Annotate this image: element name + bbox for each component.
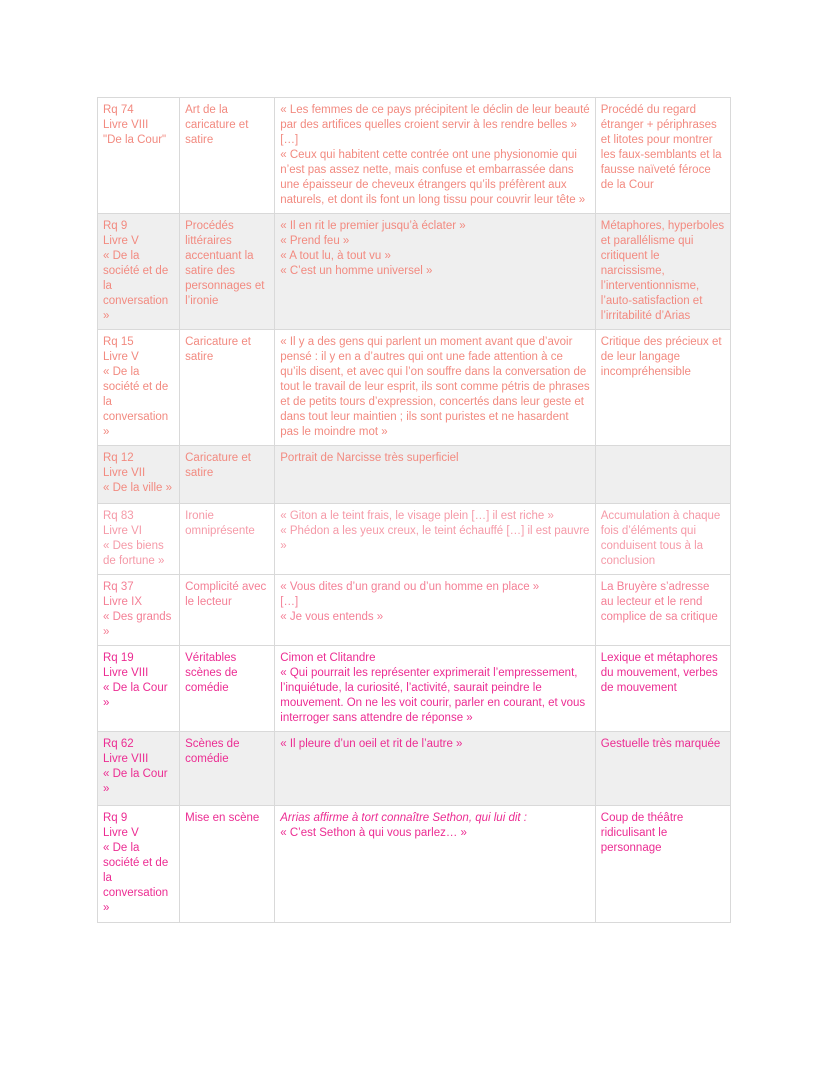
analyse-cell: Critique des précieux et de leur langage incompréhensible [595, 330, 730, 446]
reference-cell: Rq 12 Livre VII « De la ville » [98, 446, 180, 504]
table-row [98, 504, 731, 575]
citation-cell: Arrias affirme à tort connaître Sethon, qui lui dit : « C’est Sethon à qui vous parlez… » [275, 806, 596, 923]
procede-cell: Scènes de comédie [180, 732, 275, 806]
analyse-cell: Lexique et métaphores du mouvement, verbes de mouvement [595, 646, 730, 732]
procede-cell: Ironie omniprésente [180, 504, 275, 575]
citation-cell: « Giton a le teint frais, le visage plein […] il est riche » « Phédon a les yeux creux, le teint échauffé […] il est pauvre » [275, 504, 596, 575]
analyse-cell: Gestuelle très marquée [595, 732, 730, 806]
citation-cell: « Il en rit le premier jusqu’à éclater » « Prend feu » « A tout lu, à tout vu » « C’est un homme universel » [275, 214, 596, 330]
citation-cell: « Vous dites d’un grand ou d’un homme en place » […] « Je vous entends » [275, 575, 596, 646]
table-row [98, 646, 731, 732]
citation-cell: Cimon et Clitandre « Qui pourrait les représenter exprimerait l’empressement, l’inquiétude, la curiosité, l’activité, saurait peindre le mouvement. On ne les voit courir, parler en courant, et vous interroger sans attendre de réponse » [275, 646, 596, 732]
citation-cell: « Il y a des gens qui parlent un moment avant que d’avoir pensé : il y en a d’autres qui ont une fade attention à ce qu’ils disent, et avec qui l’on souffre dans la conversation de tout le travail de leur esprit, ils sont comme pétris de phrases et de petits tours d’expression, concertés dans leur geste et dans tout leur maintien ; ils sont puristes et ne hasardent pas le moindre mot » [275, 330, 596, 446]
reference-cell: Rq 15 Livre V « De la société et de la conversation » [98, 330, 180, 446]
reference-cell: Rq 37 Livre IX « Des grands » [98, 575, 180, 646]
remarks-table [97, 97, 731, 923]
reference-cell: Rq 9 Livre V « De la société et de la conversation » [98, 806, 180, 923]
table-row [98, 98, 731, 214]
reference-cell: Rq 19 Livre VIII « De la Cour » [98, 646, 180, 732]
analyse-cell: Procédé du regard étranger + périphrases et litotes pour montrer les faux-semblants et la fausse naïveté féroce de la Cour [595, 98, 730, 214]
reference-cell: Rq 9 Livre V « De la société et de la conversation » [98, 214, 180, 330]
procede-cell: Caricature et satire [180, 446, 275, 504]
procede-cell: Mise en scène [180, 806, 275, 923]
reference-cell: Rq 62 Livre VIII « De la Cour » [98, 732, 180, 806]
analyse-cell: Métaphores, hyperboles et parallélisme qui critiquent le narcissisme, l’interventionnisme, l’auto-satisfaction et l’irritabilité d’Arias [595, 214, 730, 330]
citation-cell: « Il pleure d’un oeil et rit de l’autre » [275, 732, 596, 806]
table-row [98, 214, 731, 330]
citation-cell: « Les femmes de ce pays précipitent le déclin de leur beauté par des artifices quelles croient servir à les rendre belles » […] « Ceux qui habitent cette contrée ont une physionomie qui n’est pas assez nette, mais confuse et embarrassée dans une épaisseur de cheveux étrangers qu’ils préfèrent aux naturels, et dont ils font un long tissu pour couvrir leur tête » [275, 98, 596, 214]
table-row [98, 446, 731, 504]
table-row [98, 575, 731, 646]
procede-cell: Véritables scènes de comédie [180, 646, 275, 732]
citation-cell: Portrait de Narcisse très superficiel [275, 446, 596, 504]
procede-cell: Caricature et satire [180, 330, 275, 446]
analyse-cell: Accumulation à chaque fois d’éléments qui conduisent tous à la conclusion [595, 504, 730, 575]
reference-cell: Rq 74 Livre VIII "De la Cour" [98, 98, 180, 214]
analyse-cell: La Bruyère s’adresse au lecteur et le rend complice de sa critique [595, 575, 730, 646]
analyse-cell [595, 446, 730, 504]
table-row [98, 330, 731, 446]
procede-cell: Procédés littéraires accentuant la satire des personnages et l’ironie [180, 214, 275, 330]
table-row [98, 732, 731, 806]
table-row [98, 806, 731, 923]
procede-cell: Art de la caricature et satire [180, 98, 275, 214]
procede-cell: Complicité avec le lecteur [180, 575, 275, 646]
analyse-cell: Coup de théâtre ridiculisant le personnage [595, 806, 730, 923]
reference-cell: Rq 83 Livre VI « Des biens de fortune » [98, 504, 180, 575]
